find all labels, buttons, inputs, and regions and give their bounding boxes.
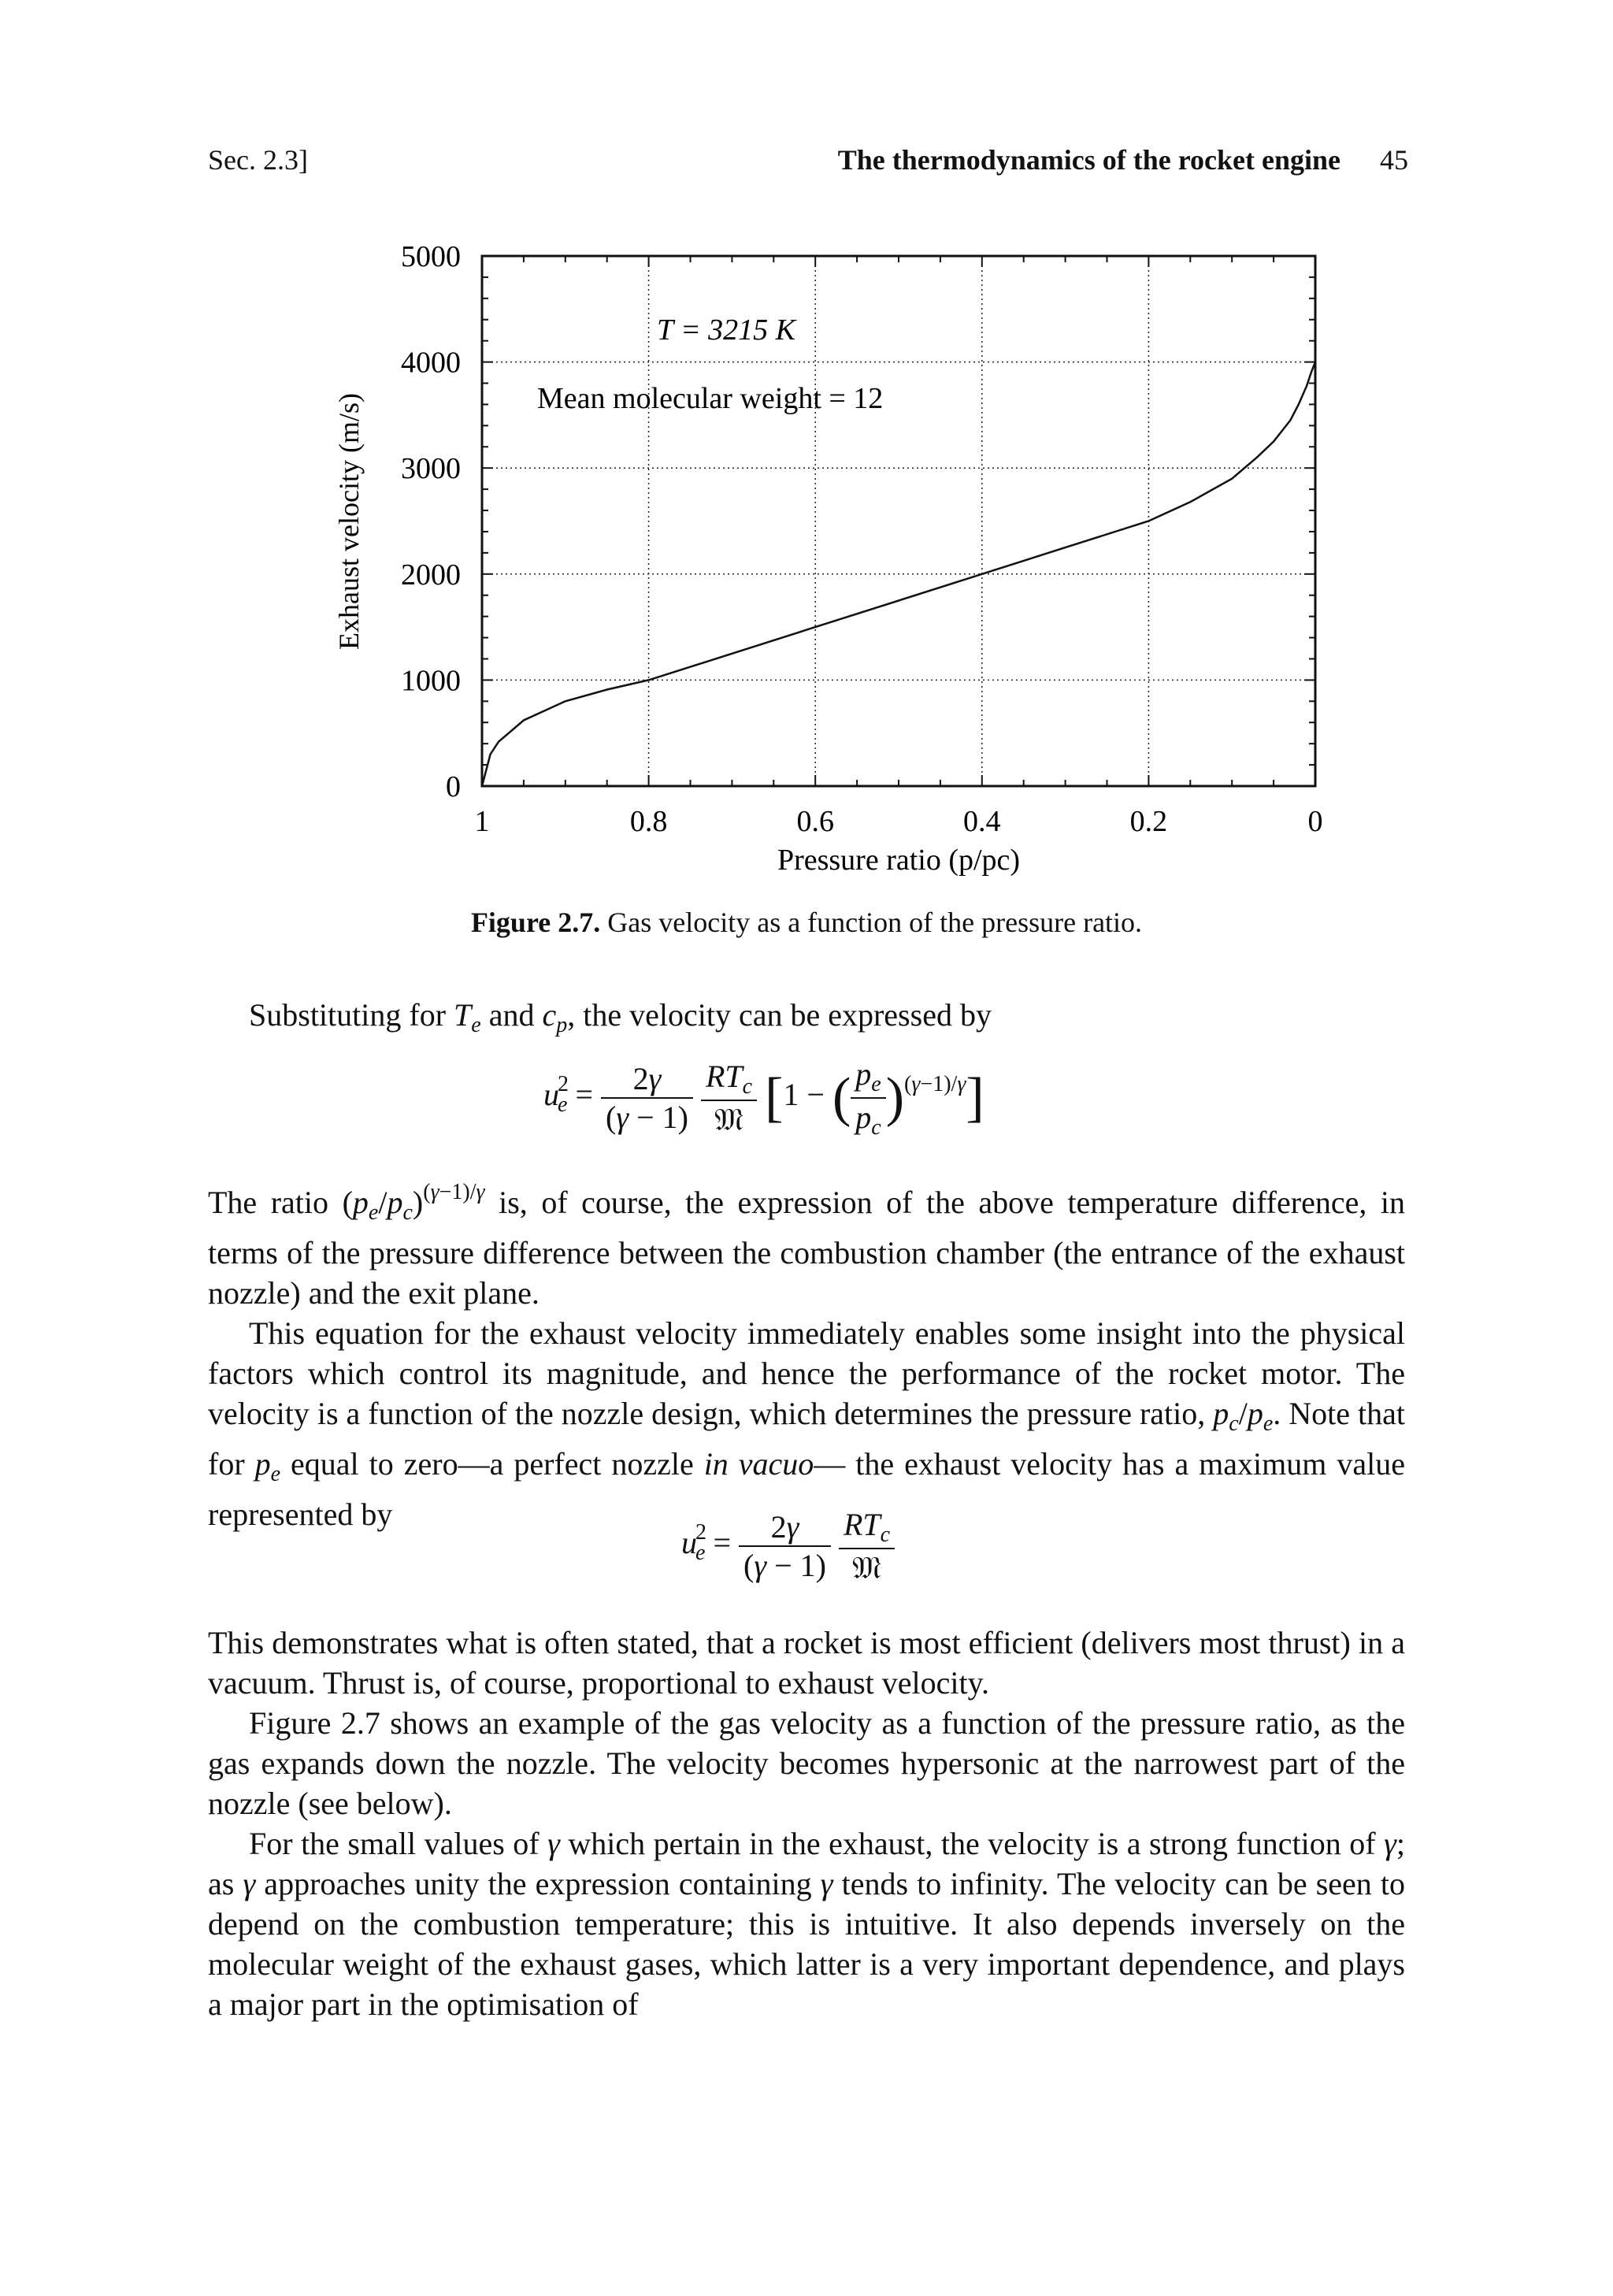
intro-text-b: and — [480, 997, 543, 1033]
x-tick-label: 0.8 — [629, 805, 668, 838]
x-tick-label: 1 — [474, 805, 490, 838]
y-tick-label: 2000 — [401, 558, 461, 592]
paragraph-figure-ref: Figure 2.7 shows an example of the gas velocity as a function of the pressure ratio, as the gas expands down the nozzle. The velocity becomes hypersonic at the narrowest part of the nozzle (see below). — [208, 1705, 1405, 1821]
intro-text-a: Substituting for — [249, 997, 454, 1033]
paragraph-gamma: For the small values of γ which pertain in the exhaust, the velocity is a strong function of γ; as γ approaches unity the expression containing γ tends to infinity. The velocity can be seen to depend on the combustion temperature; this is intuitive. It also depends inversely on the molecular weight of the exhaust gases, which latter is a very important dependence, and plays a major part in the optimisation of — [208, 1826, 1406, 2022]
chart-ticks — [482, 256, 1315, 786]
equation-velocity: $u^2_e$ = $\frac{2\gamma}{(\gamma - 1)}$ $\frac{RT_c}{\text{𝔐}}$ [1 − ( $\frac{p_e}{p_c}$ )$^{(\gamma-1)/\gamma}$] — [543, 1056, 984, 1140]
y-tick-label: 1000 — [401, 664, 461, 698]
annotation-temperature: T = 3215 K — [657, 313, 795, 347]
caption-label: Figure 2.7. — [470, 907, 601, 938]
chart-grid — [482, 256, 1315, 786]
page-number: 45 — [1380, 144, 1408, 176]
y-tick-label: 4000 — [401, 346, 461, 380]
paragraph-ratio: The ratio $(p_e/p_c)^{(\gamma-1)/\gamma}$ is, of course, the expression of the above temperature difference, in terms of the pressure difference between the combustion chamber (the entrance of the exhaust nozzle) and the exit plane. — [208, 1180, 1405, 1311]
y-tick-label: 5000 — [401, 240, 461, 273]
intro-text-c: , the velocity can be expressed by — [567, 997, 992, 1033]
figure-chart — [0, 0, 1613, 945]
paragraph-block-2 — [208, 1623, 1405, 2024]
y-tick-label: 0 — [446, 770, 461, 803]
y-tick-label: 3000 — [401, 452, 461, 486]
equation-max-velocity: $u^2_e$ = $\frac{2\gamma}{(\gamma - 1)}$ $\frac{RT_c}{\text{𝔐}}$ — [681, 1506, 895, 1586]
annotation-weight: Mean molecular weight = 12 — [537, 382, 884, 415]
paragraph-intro: Substituting for $T_e$ and $c_p$, the velocity can be expressed by — [249, 997, 992, 1037]
x-tick-label: 0.4 — [963, 805, 1001, 838]
x-tick-label: 0 — [1307, 805, 1323, 838]
figure-caption — [0, 906, 1613, 939]
x-axis-label: Pressure ratio (p/pc) — [777, 844, 1021, 877]
x-tick-label: 0.2 — [1129, 805, 1168, 838]
running-header-title: The thermodynamics of the rocket engine — [837, 144, 1340, 176]
running-header-section: Sec. 2.3] — [208, 144, 308, 176]
paragraph-vacuum: This demonstrates what is often stated, that a rocket is most efficient (delivers most thrust) in a vacuum. Thrust is, of course, proportional to exhaust velocity. — [208, 1625, 1405, 1701]
paragraph-block-1 — [208, 1172, 1405, 1534]
y-axis-label: Exhaust velocity (m/s) — [333, 393, 365, 650]
paragraph-insight: This equation for the exhaust velocity immediately enables some insight into the physical factors which control its magnitude, and hence the performance of the rocket motor. The velocity is a function of the nozzle design, which determines the pressure ratio, $p_c/p_e$. Note that for $p_e$ equal to zero—a perfect nozzle in vacuo— the exhaust velocity has a maximum value represented by — [208, 1315, 1406, 1532]
caption-text: Gas velocity as a function of the pressure ratio. — [607, 907, 1143, 938]
x-tick-label: 0.6 — [796, 805, 834, 838]
plot-frame — [482, 256, 1315, 786]
